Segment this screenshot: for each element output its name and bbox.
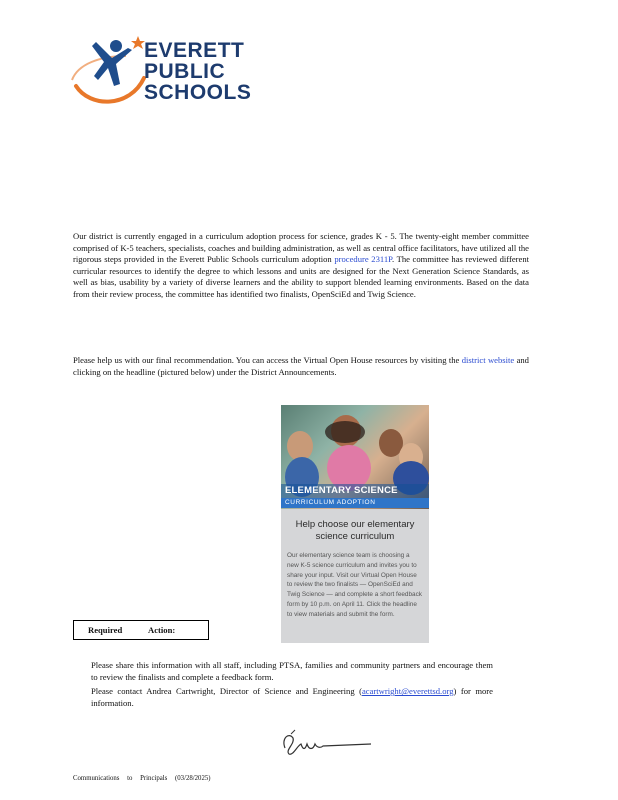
signature-image bbox=[275, 728, 375, 760]
announcement-flyer-image[interactable] bbox=[281, 405, 429, 643]
logo-line-3: SCHOOLS bbox=[144, 81, 252, 104]
footer-text: Communications to Principals (03/28/2025) bbox=[73, 775, 211, 782]
email-link[interactable]: acartwright@everettsd.org bbox=[361, 686, 454, 697]
bullet-text-before-email: Please contact Andrea Cartwright, Director of Science and Engineering ( bbox=[91, 686, 362, 697]
request-text-after-link: and clicking on the headline (pictured below) under the District Announcements. bbox=[73, 355, 529, 377]
intro-text-before-link: Our district is currently engaged in a curriculum adoption process for science, grades K - 5. The twenty-eight member committee comprised of K-5 teachers, specialists, coaches and building administration, as well as central office facilitators, have utilized all the rigorous steps provided in the Everett Public Schools curriculum adoption bbox=[73, 231, 529, 265]
district-website-link[interactable]: district website bbox=[461, 355, 515, 365]
flyer-banner-subtitle: CURRICULUM ADOPTION bbox=[281, 498, 429, 508]
required-action-box bbox=[73, 620, 209, 640]
logo-line-2: PUBLIC bbox=[144, 60, 226, 83]
bullet-text: Please share this information with all staff, including PTSA, families and community partners and encourage them to review the finalists and complete a feedback form. bbox=[91, 660, 493, 682]
flyer-body-text: Our elementary science team is choosing a new K-5 science curriculum and invites you to share your input. Visit our Virtual Open House to review the two finalists — OpenSciEd and Twig Science — and complete a short feedback form by 10 p.m. on April 11. Click the headline to view materials and submit the form. bbox=[287, 552, 422, 618]
bullet-text-after-email: ) for more information. bbox=[91, 686, 493, 708]
intro-paragraph bbox=[73, 231, 529, 301]
intro-text-after-link: . The committee has reviewed different curricular resources to identify the degree to which lessons and units are designed for the Next Generation Science Standards, as well as bias, usability by a variety of diverse learners and the ability to support blended learning environments. Based on the data from their review process, the committee has identified two finalists, OpenSciEd and Twig Science. bbox=[73, 254, 529, 299]
required-label: Required bbox=[88, 625, 123, 635]
flyer-headline: Help choose our elementary science curriculum bbox=[295, 519, 415, 542]
request-paragraph bbox=[73, 355, 529, 378]
logo-wordmark bbox=[144, 40, 251, 103]
action-list bbox=[73, 660, 493, 712]
list-item bbox=[73, 660, 493, 683]
logo-line-1: EVERETT bbox=[144, 39, 245, 62]
procedure-link[interactable]: procedure 2311P bbox=[334, 254, 392, 265]
list-item bbox=[73, 686, 493, 709]
flyer-banner-title: ELEMENTARY SCIENCE bbox=[281, 484, 429, 498]
action-label: Action: bbox=[148, 625, 176, 635]
request-text-before-link: Please help us with our final recommendation. You can access the Virtual Open House resources by visiting the bbox=[73, 355, 460, 365]
